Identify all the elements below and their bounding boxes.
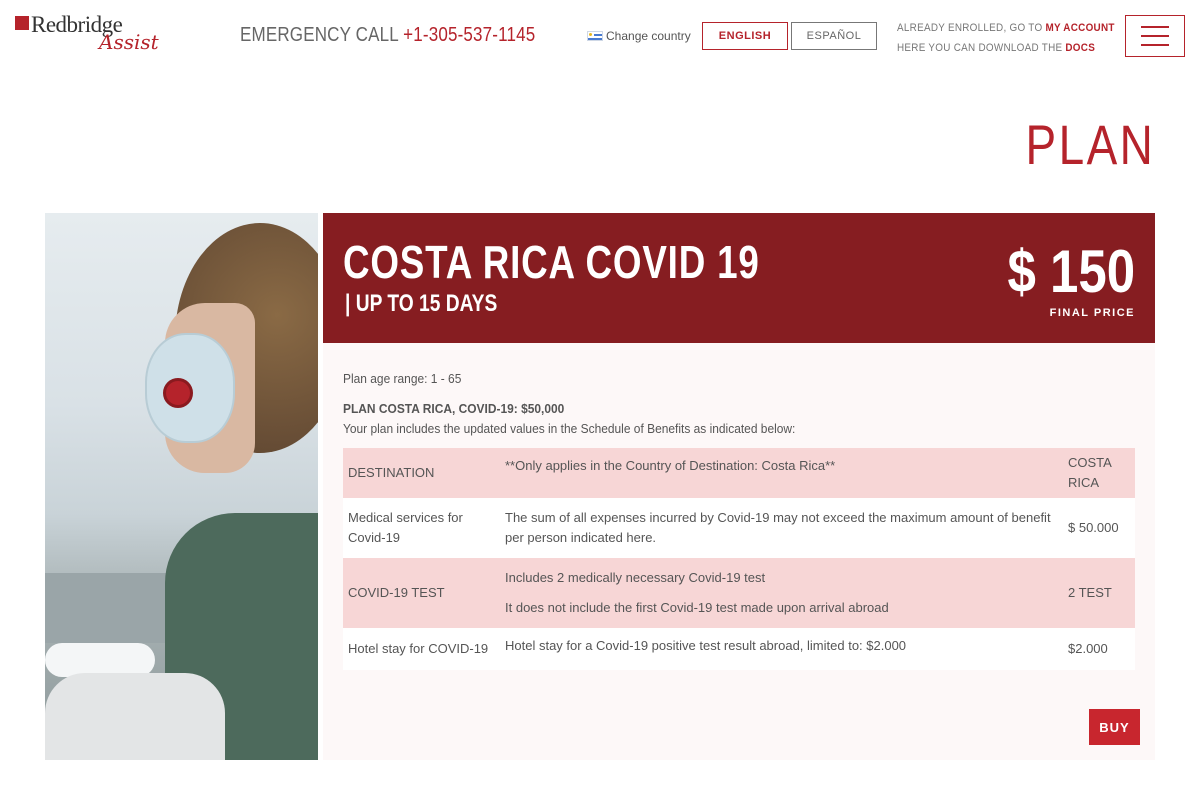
benefit-description <box>500 558 1063 628</box>
logo-subtitle: Assist <box>99 30 159 54</box>
benefit-description-line: Includes 2 medically necessary Covid-19 test <box>505 570 766 585</box>
benefit-value: 2 TEST <box>1068 585 1112 600</box>
account-links <box>897 18 1115 58</box>
plan-price: $ 150 <box>1007 238 1135 305</box>
table-row <box>343 628 1135 670</box>
benefit-description: The sum of all expenses incurred by Covid-19 may not exceed the maximum amount of benefit per person indicated here. <box>505 510 1051 545</box>
benefits-table <box>343 448 1135 670</box>
plan-duration: | UP TO 15 DAYS <box>345 290 498 317</box>
benefit-value: COSTA RICA <box>1068 455 1112 490</box>
table-row <box>343 498 1135 558</box>
benefit-name: Hotel stay for COVID-19 <box>348 641 489 656</box>
hamburger-menu-icon[interactable] <box>1125 15 1185 57</box>
emergency-call <box>240 24 535 47</box>
benefit-name: DESTINATION <box>348 465 435 480</box>
benefit-name: COVID-19 TEST <box>348 585 445 600</box>
table-row <box>343 558 1135 628</box>
redbridge-logo[interactable] <box>15 12 159 60</box>
menu-bar <box>1141 35 1169 37</box>
plan-photo <box>45 213 318 760</box>
account-line-text: ALREADY ENROLLED, GO TO <box>897 22 1043 34</box>
plan-subtitle: PLAN COSTA RICA, COVID-19: $50,000 <box>343 401 565 416</box>
benefit-name: Medical services for Covid-19 <box>348 510 463 545</box>
change-country-link[interactable] <box>587 29 691 43</box>
page-title: PLAN <box>1025 113 1155 176</box>
age-range: Plan age range: 1 - 65 <box>343 371 462 386</box>
buy-button[interactable]: BUY <box>1089 709 1140 745</box>
account-line <box>897 18 1115 38</box>
plan-details <box>323 343 1155 760</box>
docs-link[interactable]: DOCS <box>1065 42 1096 54</box>
docs-line-text: HERE YOU CAN DOWNLOAD THE <box>897 42 1063 54</box>
photo-mask-valve <box>163 378 193 408</box>
plan-intro: Your plan includes the updated values in the Schedule of Benefits as indicated below: <box>343 421 796 436</box>
benefit-description-line: It does not include the first Covid-19 test made upon arrival abroad <box>505 600 889 615</box>
logo-mark <box>15 16 29 30</box>
benefit-value: $ 50.000 <box>1068 520 1119 535</box>
photo-airplane <box>45 643 155 677</box>
photo-arm <box>45 673 225 760</box>
menu-bar <box>1141 26 1169 28</box>
english-language-button[interactable]: ENGLISH <box>702 22 788 50</box>
my-account-link[interactable]: MY ACCOUNT <box>1045 22 1115 34</box>
docs-line <box>897 38 1115 58</box>
change-country-label: Change country <box>606 29 691 43</box>
plan-header <box>323 213 1155 343</box>
benefit-description: Hotel stay for a Covid-19 positive test result abroad, limited to: $2.000 <box>505 638 907 653</box>
spanish-language-button[interactable]: ESPAÑOL <box>791 22 877 50</box>
benefit-description: **Only applies in the Country of Destination: Costa Rica** <box>505 458 836 473</box>
plan-name: COSTA RICA COVID 19 <box>343 236 760 288</box>
emergency-label: EMERGENCY CALL <box>240 24 399 46</box>
emergency-phone-link[interactable]: +1-305-537-1145 <box>403 24 536 46</box>
benefit-value: $2.000 <box>1068 641 1108 656</box>
menu-bar <box>1141 44 1169 46</box>
uruguay-flag-icon <box>587 31 603 41</box>
price-label: FINAL PRICE <box>1049 307 1135 319</box>
logo-wordmark: Redbridge <box>31 12 123 37</box>
table-row <box>343 448 1135 498</box>
